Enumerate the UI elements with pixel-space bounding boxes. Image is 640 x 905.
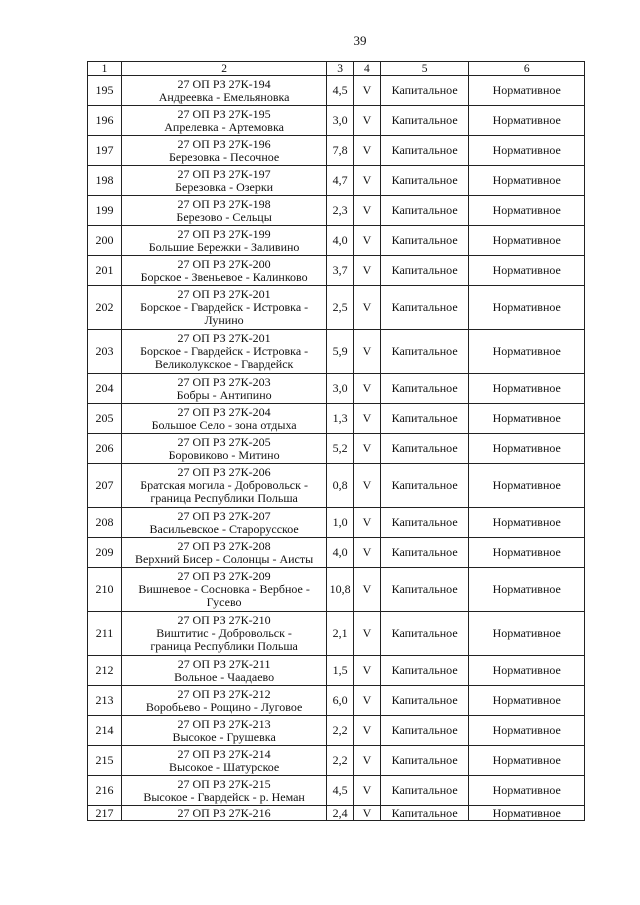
category-cell: V: [354, 76, 381, 106]
work-type-cell: Капитальное: [380, 686, 469, 716]
row-number-cell: 208: [88, 508, 122, 538]
road-route-line: Боровиково - Митино: [168, 447, 280, 462]
road-route-line: Березовка - Озерки: [175, 179, 274, 194]
category-cell: V: [354, 686, 381, 716]
length-cell: 3,7: [327, 256, 354, 286]
length-cell: 5,2: [327, 434, 354, 464]
row-number-cell: 199: [88, 196, 122, 226]
row-number-cell: 213: [88, 686, 122, 716]
category-cell: V: [354, 166, 381, 196]
road-name-cell: [122, 76, 327, 106]
work-type-cell: Капитальное: [380, 106, 469, 136]
row-number-cell: 214: [88, 716, 122, 746]
table-row: [88, 166, 585, 196]
length-cell: 1,0: [327, 508, 354, 538]
state-cell: Нормативное: [469, 806, 585, 821]
table-row: [88, 746, 585, 776]
state-cell: Нормативное: [469, 538, 585, 568]
table-row: [88, 612, 585, 656]
road-route-line: Васильевское - Старорусское: [149, 521, 299, 536]
table-row: [88, 256, 585, 286]
road-name-cell: [122, 656, 327, 686]
length-cell: 6,0: [327, 686, 354, 716]
work-type-cell: Капитальное: [380, 538, 469, 568]
road-route-line: Большие Бережки - Заливино: [148, 239, 300, 254]
work-type-cell: Капитальное: [380, 508, 469, 538]
road-route-line: Вольное - Чаадаево: [174, 669, 275, 684]
road-code: 27 ОП РЗ 27К-207: [177, 508, 271, 523]
road-route-line: Березовка - Песочное: [168, 149, 280, 164]
row-number-cell: 203: [88, 330, 122, 374]
category-cell: V: [354, 374, 381, 404]
category-cell: V: [354, 464, 381, 508]
road-code: 27 ОП РЗ 27К-213: [177, 716, 271, 731]
state-cell: Нормативное: [469, 330, 585, 374]
work-type-cell: Капитальное: [380, 656, 469, 686]
road-route-line: Бобры - Антипино: [176, 387, 272, 402]
category-cell: V: [354, 656, 381, 686]
road-code: 27 ОП РЗ 27К-203: [177, 374, 271, 389]
header-col-1: 1: [88, 62, 122, 76]
category-cell: V: [354, 106, 381, 136]
category-cell: V: [354, 538, 381, 568]
length-cell: 4,0: [327, 226, 354, 256]
table-row: [88, 76, 585, 106]
length-cell: 1,5: [327, 656, 354, 686]
state-cell: Нормативное: [469, 434, 585, 464]
work-type-cell: Капитальное: [380, 568, 469, 612]
table-row: [88, 226, 585, 256]
road-name-cell: [122, 166, 327, 196]
state-cell: Нормативное: [469, 106, 585, 136]
state-cell: Нормативное: [469, 166, 585, 196]
length-cell: 4,0: [327, 538, 354, 568]
road-code: 27 ОП РЗ 27К-198: [177, 196, 271, 211]
row-number-cell: 197: [88, 136, 122, 166]
road-route-line: Апрелевка - Артемовка: [164, 119, 284, 134]
table-row: [88, 286, 585, 330]
work-type-cell: Капитальное: [380, 136, 469, 166]
road-name-cell: [122, 686, 327, 716]
work-type-cell: Капитальное: [380, 404, 469, 434]
header-col-2: 2: [122, 62, 327, 76]
state-cell: Нормативное: [469, 746, 585, 776]
road-route-line: Высокое - Грушевка: [172, 729, 276, 744]
roads-table: [87, 61, 585, 821]
work-type-cell: Капитальное: [380, 196, 469, 226]
state-cell: Нормативное: [469, 404, 585, 434]
road-name-cell: [122, 136, 327, 166]
table-row: [88, 196, 585, 226]
length-cell: 1,3: [327, 404, 354, 434]
row-number-cell: 210: [88, 568, 122, 612]
table-row: [88, 568, 585, 612]
road-route-line: Вишневое - Сосновка - Вербное -: [138, 582, 310, 596]
length-cell: 4,5: [327, 76, 354, 106]
state-cell: Нормативное: [469, 76, 585, 106]
length-cell: 5,9: [327, 330, 354, 374]
state-cell: Нормативное: [469, 508, 585, 538]
road-name-cell: [122, 226, 327, 256]
road-name-cell: [122, 806, 327, 821]
category-cell: V: [354, 136, 381, 166]
road-code: 27 ОП РЗ 27К-204: [177, 404, 271, 419]
row-number-cell: 207: [88, 464, 122, 508]
table-row: [88, 686, 585, 716]
state-cell: Нормативное: [469, 286, 585, 330]
work-type-cell: Капитальное: [380, 612, 469, 656]
road-code: 27 ОП РЗ 27К-210: [177, 613, 271, 627]
category-cell: V: [354, 434, 381, 464]
category-cell: V: [354, 256, 381, 286]
road-name-cell: [122, 404, 327, 434]
road-code: 27 ОП РЗ 27К-209: [177, 569, 271, 583]
road-route-line: Высокое - Гвардейск - р. Неман: [143, 789, 305, 804]
road-route-line: Верхний Бисер - Солонцы - Аисты: [135, 551, 314, 566]
length-cell: 2,2: [327, 716, 354, 746]
work-type-cell: Капитальное: [380, 806, 469, 821]
table-body: [88, 76, 585, 821]
work-type-cell: Капитальное: [380, 286, 469, 330]
road-name-cell: [122, 106, 327, 136]
row-number-cell: 202: [88, 286, 122, 330]
length-cell: 3,0: [327, 374, 354, 404]
category-cell: V: [354, 716, 381, 746]
road-name-cell: [122, 716, 327, 746]
category-cell: V: [354, 226, 381, 256]
road-code: 27 ОП РЗ 27К-201: [177, 331, 271, 345]
table-row: [88, 330, 585, 374]
road-code: 27 ОП РЗ 27К-197: [177, 166, 271, 181]
header-col-4: 4: [354, 62, 381, 76]
table-row: [88, 538, 585, 568]
header-col-3: 3: [327, 62, 354, 76]
page-number: 39: [353, 33, 367, 48]
table-row: [88, 434, 585, 464]
row-number-cell: 204: [88, 374, 122, 404]
road-name-cell: [122, 776, 327, 806]
table-row: [88, 136, 585, 166]
work-type-cell: Капитальное: [380, 226, 469, 256]
road-route-line: Великолукское - Гвардейск: [154, 357, 294, 371]
state-cell: Нормативное: [469, 612, 585, 656]
length-cell: 2,5: [327, 286, 354, 330]
road-route-line: Лунино: [204, 313, 244, 327]
road-route-line: Братская могила - Добровольск -: [140, 478, 308, 492]
road-name-cell: [122, 464, 327, 508]
work-type-cell: Капитальное: [380, 776, 469, 806]
work-type-cell: Капитальное: [380, 434, 469, 464]
road-name-cell: [122, 286, 327, 330]
table-row: [88, 776, 585, 806]
category-cell: V: [354, 286, 381, 330]
category-cell: V: [354, 404, 381, 434]
category-cell: V: [354, 776, 381, 806]
road-route-line: Березово - Сельцы: [176, 209, 272, 224]
table-row: [88, 656, 585, 686]
length-cell: 0,8: [327, 464, 354, 508]
work-type-cell: Капитальное: [380, 716, 469, 746]
road-name-cell: [122, 330, 327, 374]
road-route-line: Борское - Гвардейск - Истровка -: [140, 300, 309, 314]
length-cell: 7,8: [327, 136, 354, 166]
road-code: 27 ОП РЗ 27К-201: [177, 287, 271, 301]
state-cell: Нормативное: [469, 656, 585, 686]
road-route-line: Воробьево - Рощино - Луговое: [145, 699, 303, 714]
category-cell: V: [354, 746, 381, 776]
row-number-cell: 216: [88, 776, 122, 806]
header-col-6: 6: [469, 62, 585, 76]
table-row: [88, 508, 585, 538]
road-route-line: граница Республики Польша: [150, 639, 298, 653]
work-type-cell: Капитальное: [380, 374, 469, 404]
category-cell: V: [354, 806, 381, 821]
road-code: 27 ОП РЗ 27К-195: [177, 106, 271, 121]
road-code: 27 ОП РЗ 27К-212: [177, 686, 271, 701]
road-route-line: Андреевка - Емельяновка: [158, 89, 290, 104]
length-cell: 2,4: [327, 806, 354, 821]
road-name-cell: [122, 374, 327, 404]
category-cell: V: [354, 330, 381, 374]
work-type-cell: Капитальное: [380, 166, 469, 196]
length-cell: 2,1: [327, 612, 354, 656]
length-cell: 3,0: [327, 106, 354, 136]
row-number-cell: 201: [88, 256, 122, 286]
road-name-cell: [122, 612, 327, 656]
row-number-cell: 217: [88, 806, 122, 821]
road-name-cell: [122, 256, 327, 286]
road-name-cell: [122, 746, 327, 776]
length-cell: 10,8: [327, 568, 354, 612]
state-cell: Нормативное: [469, 716, 585, 746]
row-number-cell: 205: [88, 404, 122, 434]
road-route-line: Борское - Звеньевое - Калинково: [140, 269, 308, 284]
work-type-cell: Капитальное: [380, 76, 469, 106]
road-route-line: граница Республики Польша: [150, 491, 298, 505]
road-name-cell: [122, 434, 327, 464]
category-cell: V: [354, 196, 381, 226]
road-code: 27 ОП РЗ 27К-215: [177, 776, 271, 791]
road-code: 27 ОП РЗ 27К-200: [177, 256, 271, 271]
table-row: [88, 106, 585, 136]
header-col-5: 5: [380, 62, 469, 76]
table-row: [88, 404, 585, 434]
road-name-cell: [122, 196, 327, 226]
road-route-line: Виштитис - Добровольск -: [156, 626, 292, 640]
state-cell: Нормативное: [469, 374, 585, 404]
road-route-line: Гусево: [206, 595, 242, 609]
state-cell: Нормативное: [469, 196, 585, 226]
road-name-cell: [122, 508, 327, 538]
work-type-cell: Капитальное: [380, 330, 469, 374]
state-cell: Нормативное: [469, 568, 585, 612]
road-route-line: Высокое - Шатурское: [168, 759, 280, 774]
length-cell: 4,7: [327, 166, 354, 196]
length-cell: 4,5: [327, 776, 354, 806]
road-code: 27 ОП РЗ 27К-211: [177, 656, 271, 671]
category-cell: V: [354, 508, 381, 538]
row-number-cell: 195: [88, 76, 122, 106]
road-route-line: Большое Село - зона отдыха: [151, 417, 297, 432]
table-row: [88, 716, 585, 746]
category-cell: V: [354, 612, 381, 656]
state-cell: Нормативное: [469, 226, 585, 256]
road-code: 27 ОП РЗ 27К-196: [177, 136, 271, 151]
row-number-cell: 209: [88, 538, 122, 568]
category-cell: V: [354, 568, 381, 612]
state-cell: Нормативное: [469, 686, 585, 716]
road-code: 27 ОП РЗ 27К-205: [177, 434, 271, 449]
row-number-cell: 211: [88, 612, 122, 656]
road-code: 27 ОП РЗ 27К-214: [177, 746, 271, 761]
table-header-row: [88, 62, 585, 76]
state-cell: Нормативное: [469, 136, 585, 166]
state-cell: Нормативное: [469, 256, 585, 286]
road-code: 27 ОП РЗ 27К-206: [177, 465, 271, 479]
road-code: 27 ОП РЗ 27К-216: [177, 805, 271, 820]
row-number-cell: 212: [88, 656, 122, 686]
road-code: 27 ОП РЗ 27К-194: [177, 76, 271, 91]
work-type-cell: Капитальное: [380, 746, 469, 776]
state-cell: Нормативное: [469, 464, 585, 508]
road-route-line: Борское - Гвардейск - Истровка -: [140, 344, 309, 358]
table-row: [88, 464, 585, 508]
road-name-cell: [122, 568, 327, 612]
row-number-cell: 206: [88, 434, 122, 464]
length-cell: 2,2: [327, 746, 354, 776]
row-number-cell: 215: [88, 746, 122, 776]
road-code: 27 ОП РЗ 27К-208: [177, 538, 271, 553]
row-number-cell: 200: [88, 226, 122, 256]
table-row: [88, 374, 585, 404]
work-type-cell: Капитальное: [380, 464, 469, 508]
state-cell: Нормативное: [469, 776, 585, 806]
work-type-cell: Капитальное: [380, 256, 469, 286]
road-name-cell: [122, 538, 327, 568]
length-cell: 2,3: [327, 196, 354, 226]
road-code: 27 ОП РЗ 27К-199: [177, 226, 271, 241]
row-number-cell: 198: [88, 166, 122, 196]
table-row: [88, 806, 585, 821]
row-number-cell: 196: [88, 106, 122, 136]
